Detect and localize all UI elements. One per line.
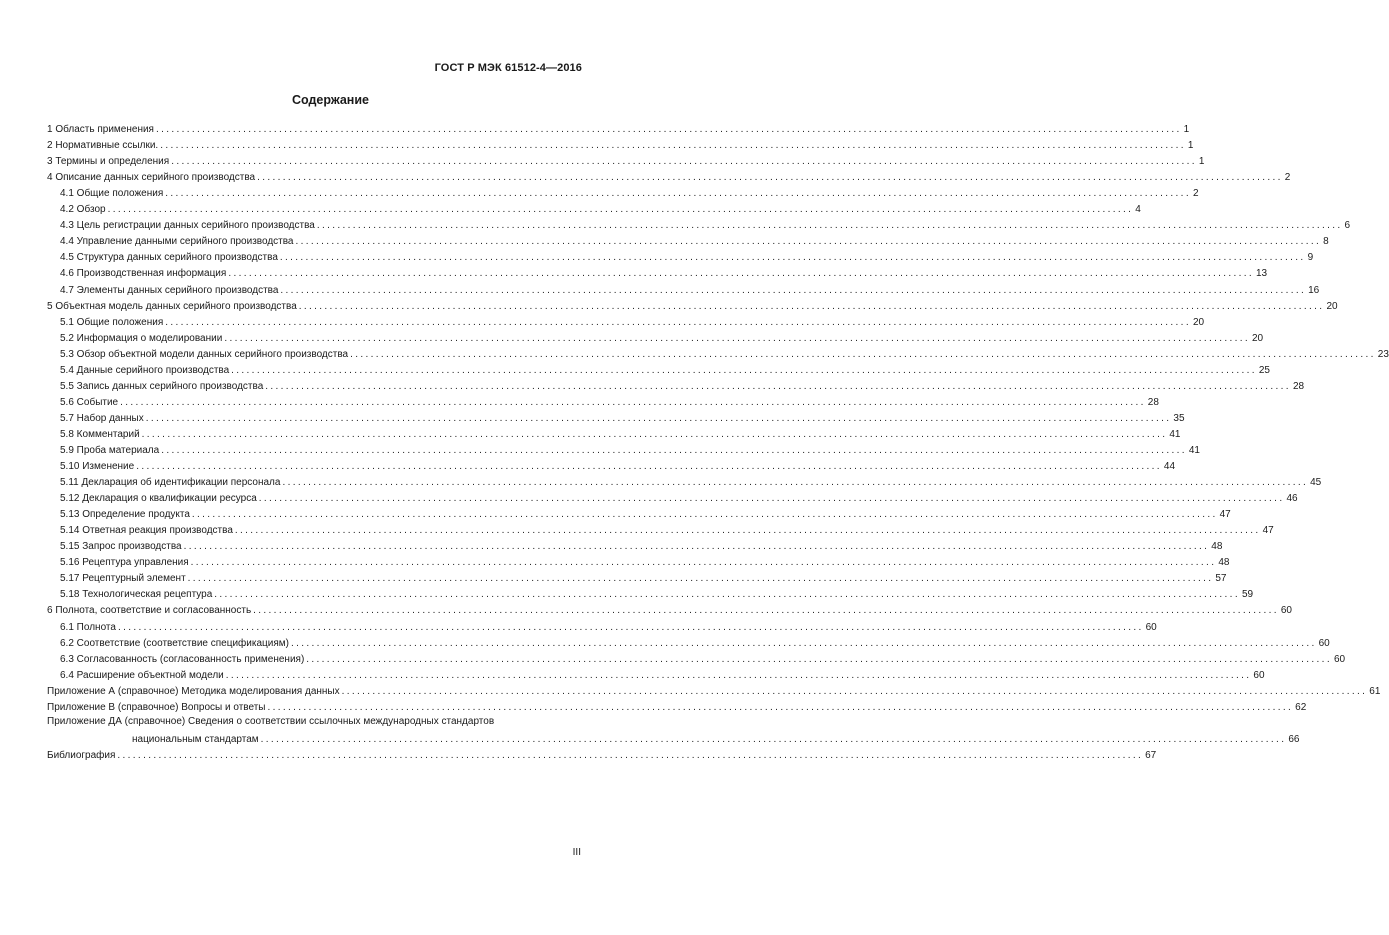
toc-entry[interactable] <box>47 698 1307 714</box>
toc-dot-leader: ........................................................................................................................................................................................................ <box>160 140 1186 152</box>
toc-entry-bibliography[interactable] <box>47 746 1157 762</box>
toc-entry-label: 6 Полнота, соответствие и согласованность <box>47 605 252 617</box>
toc-entry-page: 28 <box>1292 380 1305 392</box>
toc-entry-label: 5.9 Проба материала <box>60 444 160 456</box>
toc-dot-leader: ........................................................................................................................................................................................................ <box>145 412 1172 424</box>
toc-dot-leader: ........................................................................................................................................................................................................ <box>183 541 1210 553</box>
toc-dot-leader: ........................................................................................................................................................................................................ <box>231 364 1257 376</box>
toc-entry[interactable] <box>47 361 1270 377</box>
toc-dot-leader: ........................................................................................................................................................................................................ <box>258 493 1285 505</box>
toc-entry-label: 5.2 Информация о моделировании <box>60 332 223 344</box>
toc-entry-page: 1 <box>1187 140 1194 152</box>
toc-entry-page: 35 <box>1173 412 1185 424</box>
toc-entry-page: 1 <box>1198 156 1205 168</box>
toc-entry[interactable] <box>47 216 1351 232</box>
toc-entry-label: 5.7 Набор данных <box>60 412 144 424</box>
toc-entry-label: 5.14 Ответная реакция производства <box>60 525 233 537</box>
toc-entry-label: 4.1 Общие положения <box>60 188 164 200</box>
toc-entry-label: 5.5 Запись данных серийного производства <box>60 380 264 392</box>
toc-entry-page: 20 <box>1326 300 1338 312</box>
toc-dot-leader: ........................................................................................................................................................................................................ <box>253 605 1279 617</box>
toc-dot-leader: ........................................................................................................................................................................................................ <box>165 316 1191 328</box>
toc-entry-label: 4.5 Структура данных серийного производства <box>60 252 278 264</box>
toc-entry-page: 48 <box>1211 541 1223 553</box>
toc-dot-leader: ........................................................................................................................................................................................................ <box>257 172 1283 184</box>
toc-entry-label: 5.13 Определение продукта <box>60 509 190 521</box>
toc-entry-label: 5.1 Общие положения <box>60 316 164 328</box>
toc-entry-label: национальным стандартам <box>132 733 259 745</box>
toc-entry-page: 6 <box>1344 220 1351 232</box>
toc-dot-leader: ........................................................................................................................................................................................................ <box>290 637 1317 649</box>
toc-entry-page: 20 <box>1251 332 1264 344</box>
toc-entry[interactable] <box>47 473 1322 489</box>
toc-dot-leader: ........................................................................................................................................................................................................ <box>316 220 1343 232</box>
toc-entry[interactable] <box>47 617 1157 633</box>
toc-entry[interactable] <box>47 585 1254 601</box>
toc-entry-label: 5.16 Рецептура управления <box>60 557 189 569</box>
page-number: III <box>572 847 581 858</box>
toc-dot-leader: ........................................................................................................................................................................................................ <box>350 348 1376 360</box>
toc-entry-label: 6.4 Расширение объектной модели <box>60 669 224 681</box>
toc-entry-annex-da[interactable] <box>47 714 1300 746</box>
toc-dot-leader: ........................................................................................................................................................................................................ <box>161 444 1187 456</box>
toc-entry-page: 1 <box>1183 124 1190 136</box>
toc-entry[interactable] <box>47 569 1227 585</box>
toc-entry-label: 5.15 Запрос производства <box>60 541 182 553</box>
toc-entry[interactable] <box>47 168 1291 184</box>
toc-entry-page: 60 <box>1280 605 1292 617</box>
toc-entry-label: Приложение В (справочное) Вопросы и ответы <box>47 701 266 713</box>
toc-entry-label: 5.11 Декларация об идентификации персонала <box>60 477 281 489</box>
toc-entry[interactable] <box>47 313 1205 329</box>
toc-entry[interactable] <box>47 682 1381 698</box>
toc-entry-page: 62 <box>1295 701 1307 713</box>
toc-entry-page: 60 <box>1145 621 1157 633</box>
toc-dot-leader: ........................................................................................................................................................................................................ <box>117 749 1144 761</box>
toc-entry-page: 45 <box>1310 477 1322 489</box>
toc-entry[interactable] <box>47 425 1181 441</box>
toc-entry[interactable] <box>47 666 1265 682</box>
toc-entry-label: 5 Объектная модель данных серийного производства <box>47 300 297 312</box>
table-of-contents <box>47 120 1389 762</box>
toc-entry[interactable] <box>47 505 1231 521</box>
toc-dot-leader: ........................................................................................................................................................................................................ <box>265 380 1291 392</box>
toc-entry-page: 41 <box>1169 428 1181 440</box>
toc-dot-leader: ........................................................................................................................................................................................................ <box>224 332 1250 344</box>
toc-entry-page: 66 <box>1288 733 1300 745</box>
toc-entry-page: 59 <box>1241 589 1254 601</box>
toc-entry-label: 1 Область применения <box>47 124 154 136</box>
toc-entry-page: 8 <box>1323 236 1329 248</box>
toc-dot-leader: ........................................................................................................................................................................................................ <box>107 204 1134 216</box>
toc-dot-leader: ........................................................................................................................................................................................................ <box>117 621 1144 633</box>
toc-dot-leader: ........................................................................................................................................................................................................ <box>279 252 1306 264</box>
toc-dot-leader: ........................................................................................................................................................................................................ <box>234 525 1261 537</box>
toc-entry-page: 9 <box>1307 252 1314 264</box>
toc-dot-leader: ........................................................................................................................................................................................................ <box>260 733 1287 745</box>
toc-dot-leader: ........................................................................................................................................................................................................ <box>282 477 1309 489</box>
toc-entry[interactable] <box>47 409 1185 425</box>
toc-entry[interactable] <box>47 650 1346 666</box>
toc-dot-leader: ........................................................................................................................................................................................................ <box>228 268 1254 280</box>
toc-entry-page: 23 <box>1377 348 1389 360</box>
toc-entry[interactable] <box>47 601 1292 617</box>
toc-dot-leader: ........................................................................................................................................................................................................ <box>171 156 1197 168</box>
toc-entry-page: 67 <box>1145 749 1157 761</box>
toc-entry-label: 5.8 Комментарий <box>60 428 140 440</box>
toc-entry-label: 5.18 Технологическая рецептура <box>60 589 213 601</box>
toc-entry-label: 5.12 Декларация о квалификации ресурса <box>60 493 257 505</box>
toc-entry-page: 4 <box>1135 204 1141 216</box>
toc-entry-label: Приложение А (справочное) Методика моделирования данных <box>47 685 340 697</box>
toc-entry[interactable] <box>47 457 1176 473</box>
toc-dot-leader: ........................................................................................................................................................................................................ <box>155 124 1182 136</box>
toc-entry[interactable] <box>47 200 1141 216</box>
toc-entry-label: 5.3 Обзор объектной модели данных серийного производства <box>60 348 349 360</box>
toc-entry-label: 4.4 Управление данными серийного производства <box>60 236 294 248</box>
toc-entry-page: 2 <box>1192 188 1199 200</box>
toc-entry-page: 61 <box>1369 685 1381 697</box>
toc-entry[interactable] <box>47 393 1159 409</box>
toc-entry-page: 20 <box>1192 316 1205 328</box>
toc-entry-label: 4.2 Обзор <box>60 204 106 216</box>
toc-entry[interactable] <box>47 248 1314 264</box>
toc-entry-page: 60 <box>1253 669 1265 681</box>
toc-entry[interactable] <box>47 521 1274 537</box>
toc-entry-page: 41 <box>1188 444 1200 456</box>
toc-entry-label: 5.10 Изменение <box>60 461 135 473</box>
toc-entry[interactable] <box>47 120 1190 136</box>
toc-entry-page: 57 <box>1215 573 1227 585</box>
toc-entry-label: 5.6 Событие <box>60 396 119 408</box>
toc-entry-page: 16 <box>1308 284 1320 296</box>
toc-entry-label: 5.17 Рецептурный элемент <box>60 573 186 585</box>
toc-entry-page: 13 <box>1255 268 1268 280</box>
toc-entry-label: 3 Термины и определения <box>47 156 170 168</box>
toc-dot-leader: ........................................................................................................................................................................................................ <box>187 573 1214 585</box>
toc-entry-page: 47 <box>1219 509 1231 521</box>
page-title: Содержание <box>291 93 369 107</box>
toc-entry-label: 4 Описание данных серийного производства <box>47 172 256 184</box>
toc-entry[interactable] <box>47 537 1223 553</box>
toc-entry[interactable] <box>47 184 1199 200</box>
toc-entry-label: 6.1 Полнота <box>60 621 116 633</box>
toc-entry[interactable] <box>47 441 1200 457</box>
toc-entry-page: 47 <box>1262 525 1274 537</box>
toc-entry[interactable] <box>47 232 1329 248</box>
toc-entry-label: 4.6 Производственная информация <box>60 268 227 280</box>
toc-entry-page: 48 <box>1218 557 1230 569</box>
toc-entry-label: 4.3 Цель регистрации данных серийного производства <box>60 220 315 232</box>
toc-entry[interactable] <box>47 345 1389 361</box>
toc-entry[interactable] <box>47 264 1268 280</box>
toc-entry-label: 6.3 Согласованность (согласованность применения) <box>60 653 305 665</box>
toc-entry-label: Библиография <box>47 749 116 761</box>
toc-dot-leader: ........................................................................................................................................................................................................ <box>141 428 1168 440</box>
toc-dot-leader: ........................................................................................................................................................................................................ <box>165 188 1191 200</box>
toc-entry[interactable] <box>47 553 1230 569</box>
toc-entry[interactable] <box>47 280 1320 296</box>
toc-entry[interactable] <box>47 634 1330 650</box>
toc-entry[interactable] <box>47 377 1305 393</box>
toc-entry-page: 46 <box>1286 493 1298 505</box>
toc-entry-page: 60 <box>1333 653 1346 665</box>
toc-entry-page: 44 <box>1163 461 1176 473</box>
toc-dot-leader: ........................................................................................................................................................................................................ <box>298 300 1325 312</box>
toc-dot-leader: ........................................................................................................................................................................................................ <box>225 669 1252 681</box>
toc-entry[interactable] <box>47 489 1298 505</box>
toc-entry-label: Приложение ДА (справочное) Сведения о соответствии ссылочных международных стандартов <box>47 715 495 727</box>
toc-dot-leader: ........................................................................................................................................................................................................ <box>120 396 1146 408</box>
toc-entry[interactable] <box>47 297 1338 313</box>
toc-entry-page: 60 <box>1318 637 1330 649</box>
toc-dot-leader: ........................................................................................................................................................................................................ <box>306 653 1332 665</box>
toc-entry-page: 28 <box>1147 396 1159 408</box>
toc-entry[interactable] <box>47 329 1264 345</box>
toc-entry-page: 25 <box>1258 364 1270 376</box>
toc-entry[interactable] <box>47 136 1194 152</box>
document-header: ГОСТ Р МЭК 61512-4—2016 <box>434 62 582 74</box>
toc-dot-leader: ........................................................................................................................................................................................................ <box>190 557 1217 569</box>
toc-dot-leader: ........................................................................................................................................................................................................ <box>136 461 1162 473</box>
toc-entry-label: 5.4 Данные серийного производства <box>60 364 230 376</box>
toc-entry-label: 2 Нормативные ссылки. <box>47 140 159 152</box>
toc-dot-leader: ........................................................................................................................................................................................................ <box>267 701 1294 713</box>
toc-entry-label: 6.2 Соответствие (соответствие спецификациям) <box>60 637 289 649</box>
toc-dot-leader: ........................................................................................................................................................................................................ <box>214 589 1240 601</box>
toc-entry[interactable] <box>47 152 1205 168</box>
toc-entry-page: 2 <box>1284 172 1291 184</box>
toc-dot-leader: ........................................................................................................................................................................................................ <box>295 236 1322 248</box>
toc-dot-leader: ........................................................................................................................................................................................................ <box>191 509 1218 521</box>
toc-dot-leader: ........................................................................................................................................................................................................ <box>341 685 1368 697</box>
toc-entry-label: 4.7 Элементы данных серийного производства <box>60 284 279 296</box>
toc-dot-leader: ........................................................................................................................................................................................................ <box>280 284 1307 296</box>
